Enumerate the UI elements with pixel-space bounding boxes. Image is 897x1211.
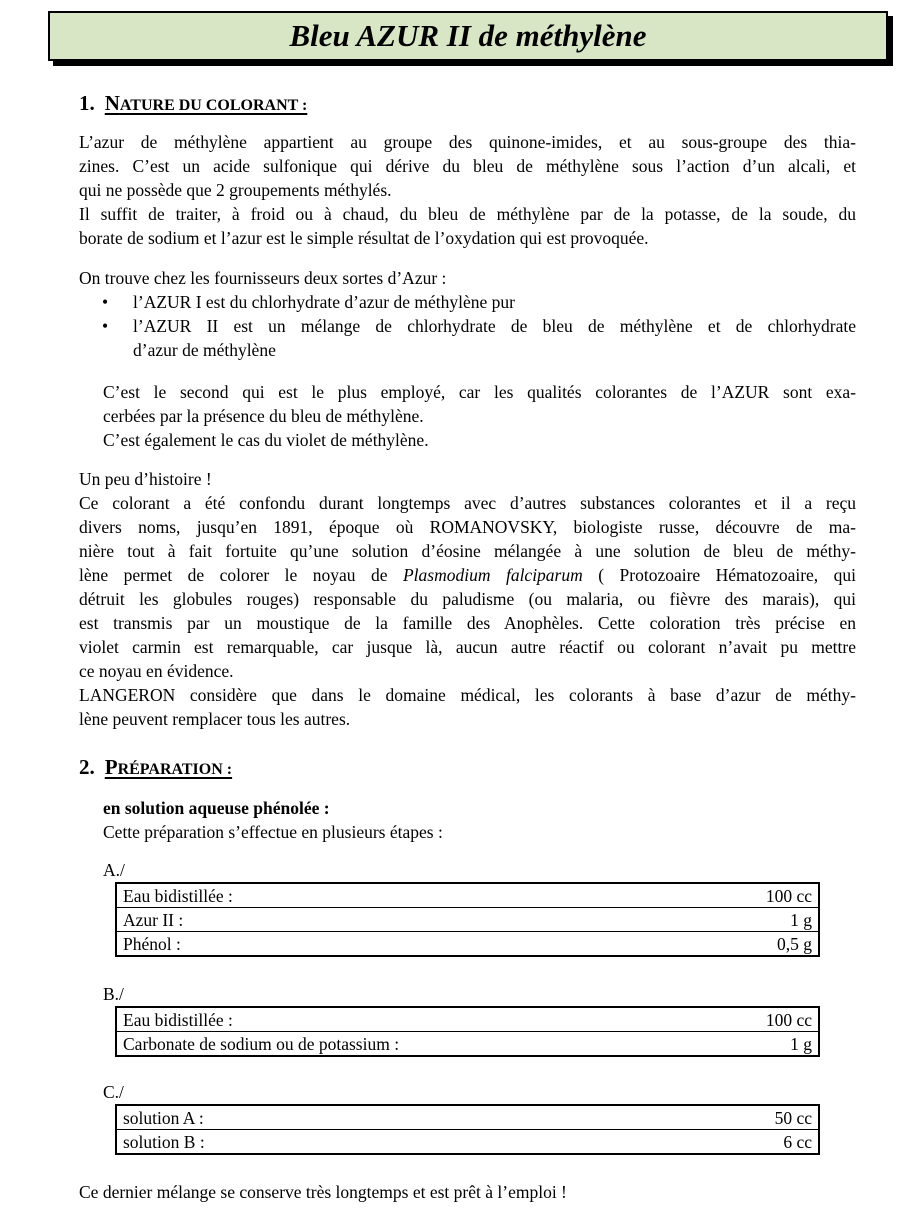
suppliers-intro [79,266,856,290]
subsection-title: en solution aqueuse phénolée : [103,798,330,818]
text-line: LANGERON considère que dans le domaine médical, les colorants à base d’azur de méthy- [79,685,856,705]
ingredient-name: Phénol : [116,932,590,957]
title-banner [48,11,888,61]
text-line: violet carmin est remarquable, car jusque là, aucun autre réactif ou colorant n’avait pu mettre [79,637,856,657]
species-name: Plasmodium falciparum [402,565,583,585]
section-2-number: 2. [79,755,95,779]
text-line: On trouve chez les fournisseurs deux sortes d’Azur : [79,268,447,288]
table-row [116,1032,819,1057]
text-line: Ce colorant a été confondu durant longtemps avec d’autres substances colorantes et il a reçu [79,493,856,513]
text-line: est transmis par un moustique de la famille des Anophèles. Cette coloration très précise en [79,613,856,633]
text-line: divers noms, jusqu’en 1891, époque où ROMANOVSKY, biologiste russe, découvre de ma- [79,517,856,537]
ingredient-name: Eau bidistillée : [116,883,590,908]
text-line: ce noyau en évidence. [79,661,234,681]
ingredient-quantity: 100 cc [590,883,819,908]
table-b-label: B./ [103,984,124,1004]
ingredient-name: solution B : [116,1130,575,1155]
table-row [116,932,819,957]
page-title: Bleu AZUR II de méthylène [289,18,647,53]
bullet-icon: • [102,292,109,312]
text-line: L’azur de méthylène appartient au groupe des quinone-imides, et au sous-groupe des thia- [79,132,856,152]
text-line: détruit les globules rouges) responsable du paludisme (ou malaria, ou fièvre des marais), qui [79,589,856,609]
conclusion [79,1180,856,1204]
text-line: zines. C’est un acide sulfonique qui dérive du bleu de méthylène sous l’action d’un alcali, et [79,156,856,176]
preparation-intro [103,796,856,844]
table-a-label: A./ [103,860,125,880]
table-b [115,1006,820,1057]
table-a [115,882,820,957]
section-1-number: 1. [79,91,95,115]
section-1-heading-rest: ATURE DU COLORANT : [119,97,308,114]
table-c [115,1104,820,1155]
text-line [79,563,856,587]
text-line: C’est le second qui est le plus employé, car les qualités colorantes de l’AZUR sont exa- [103,382,856,402]
table-row [116,1007,819,1032]
ingredient-name: Carbonate de sodium ou de potassium : [116,1032,700,1057]
bullet-icon: • [102,316,109,336]
text-line: qui ne possède que 2 groupements méthylés. [79,180,392,200]
ingredient-quantity: 100 cc [700,1007,819,1032]
section-1-heading-initial: N [104,91,120,115]
table-c-label: C./ [103,1082,124,1102]
ingredient-quantity: 6 cc [575,1130,819,1155]
ingredient-name: Eau bidistillée : [116,1007,700,1032]
azur-types-list [79,290,856,362]
text-line: borate de sodium et l’azur est le simple résultat de l’oxydation qui est provoquée. [79,228,649,248]
text-line: l’AZUR II est un mélange de chlorhydrate de bleu de méthylène et de chlorhydrate [133,316,856,336]
text-line: cerbées par la présence du bleu de méthylène. [103,406,424,426]
section-2-heading-rest: RÉPARATION : [117,761,233,778]
ingredient-quantity: 1 g [590,908,819,932]
section-2-heading [79,754,232,783]
paragraph-nature [79,130,856,250]
text-line: Ce dernier mélange se conserve très longtemps et est prêt à l’emploi ! [79,1182,567,1202]
text-fragment: ( Protozoaire Hématozoaire, qui [582,565,856,585]
list-item [79,290,856,314]
paragraph-note [103,380,856,452]
text-line: Cette préparation s’effectue en plusieurs étapes : [103,822,443,842]
text-line: l’AZUR I est du chlorhydrate d’azur de méthylène pur [133,292,515,312]
text-line: Il suffit de traiter, à froid ou à chaud, du bleu de méthylène par de la potasse, de la soude, du [79,204,856,224]
table-row [116,908,819,932]
table-row [116,1130,819,1155]
section-1-heading [79,90,307,119]
list-item [79,314,856,362]
ingredient-quantity: 0,5 g [590,932,819,957]
ingredient-name: Azur II : [116,908,590,932]
text-line: C’est également le cas du violet de méthylène. [103,430,429,450]
text-line: nière tout à fait fortuite qu’une solution d’éosine mélangée à une solution de bleu de méthy- [79,541,856,561]
paragraph-history [79,467,856,731]
table-row [116,883,819,908]
ingredient-quantity: 50 cc [575,1105,819,1130]
ingredient-quantity: 1 g [700,1032,819,1057]
table-row [116,1105,819,1130]
section-2-heading-initial: P [104,755,118,779]
text-line: d’azur de méthylène [133,340,276,360]
ingredient-name: solution A : [116,1105,575,1130]
history-title: Un peu d’histoire ! [79,469,212,489]
text-line: lène peuvent remplacer tous les autres. [79,709,351,729]
text-fragment: lène permet de colorer le noyau de [79,565,403,585]
